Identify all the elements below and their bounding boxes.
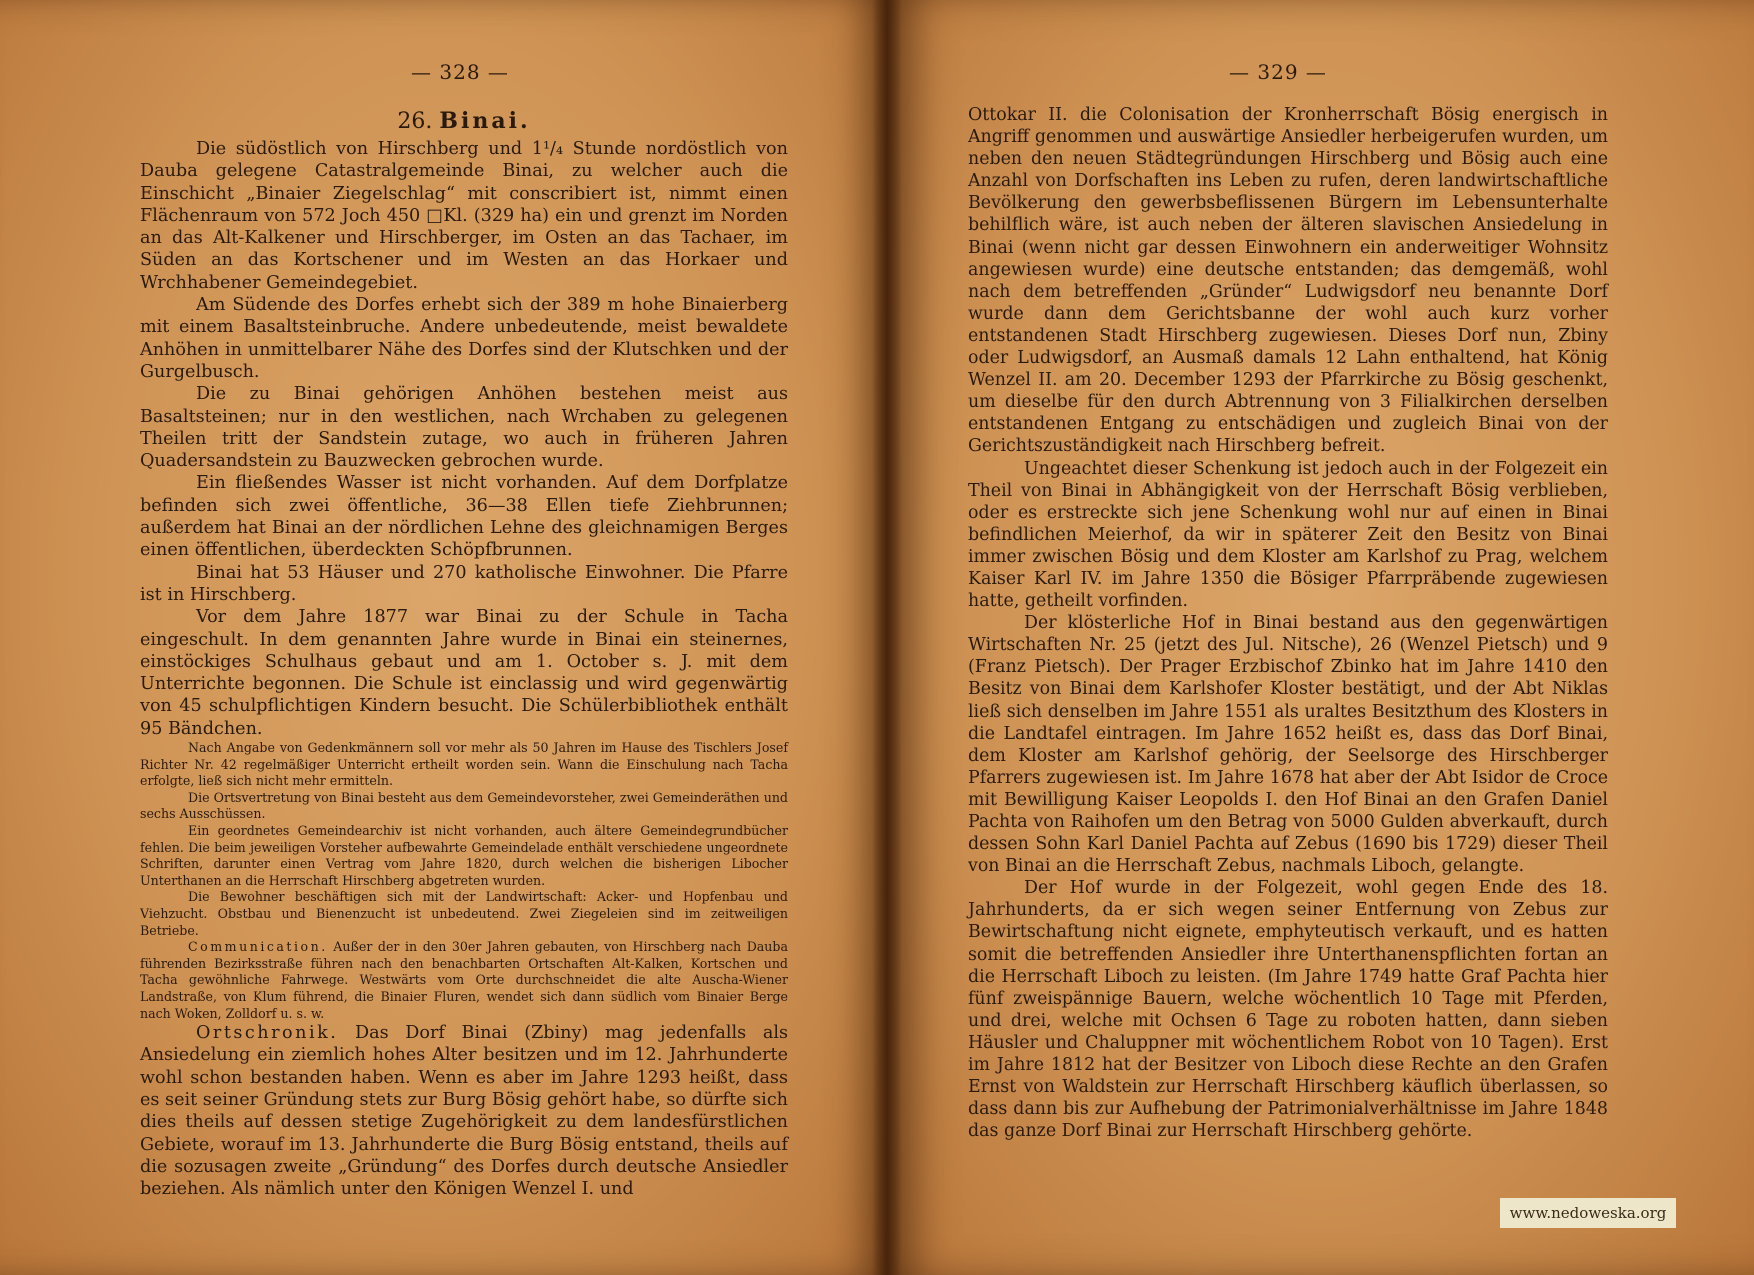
section-title: Binai. bbox=[439, 108, 531, 134]
note-paragraph: Nach Angabe von Gedenkmännern soll vor mehr als 50 Jahren im Hause des Tischlers Josef Richter Nr. 42 regelmäßiger Unterricht ertheilt worden sein. Wann die Einschulung nach Tacha erfolgte, ließ sich nicht mehr ermitteln. bbox=[140, 740, 788, 789]
note-paragraph: Ein geordnetes Gemeindearchiv ist nicht vorhanden, auch ältere Gemeindegrundbücher fehlen. Die beim jeweiligen Vorsteher aufbewahrte Gemeindelade enthält verschiedene ungeordnete Schriften, darunter einen Vertrag vom Jahre 1820, durch welchen die bisherigen Libocher Unterthanen an die Herrschaft Hirschberg abgetreten wurden. bbox=[140, 822, 788, 888]
left-page-text bbox=[140, 108, 788, 1200]
paragraph: Ottokar II. die Colonisation der Kronherrschaft Bösig energisch in Angriff genommen und auswärtige Ansiedler herbeigerufen wurden, um neben den neuen Städtegründungen Hirschberg und Bösig auch eine Anzahl von Dorfschaften ins Leben zu rufen, deren landwirtschaftliche Bevölkerung den gewerbsbeflissenen Bürgern im Lebensunterhalte behilflich wäre, ist auch neben der älteren slavischen Ansiedelung in Binai (wenn nicht gar dessen Einwohnern ein anderweitiger Wohnsitz angewiesen wurde) eine deutsche entstanden; das demgemäß, wohl nach dem betreffenden „Gründer“ Ludwigsdorf neu benannte Dorf wurde dann dem Gerichtsbanne der wohl auch kurz vorher entstandenen Stadt Hirschberg zugewiesen. Dieses Dorf nun, Zbiny oder Ludwigsdorf, an Ausmaß damals 12 Lahn enthaltend, hat König Wenzel II. am 20. December 1293 der Pfarrkirche zu Bösig geschenkt, um dieselbe für den durch Abtrennung von 3 Filialkirchen derselben entstandenen Entgang zu entschädigen und zugleich Binai von der Gerichtszuständigkeit nach Hirschberg befreit. bbox=[968, 105, 1608, 457]
communication-label: Communication. bbox=[188, 939, 328, 955]
paragraph: Ein fließendes Wasser ist nicht vorhanden. Auf dem Dorfplatze befinden sich zwei öffentliche, 36—38 Ellen tiefe Ziehbrunnen; außerdem hat Binai an der nördlichen Lehne des gleichnamigen Berges einen öffentlichen, überdeckten Schöpfbrunnen. bbox=[140, 473, 788, 561]
paragraph: Die zu Binai gehörigen Anhöhen bestehen meist aus Basaltsteinen; nur in den westlichen, nach Wrchaben zu gelegenen Theilen tritt der Sandstein zutage, wo auch in früheren Jahren Quadersandstein zu Bauzwecken gebrochen wurde. bbox=[140, 384, 788, 472]
paragraph: Vor dem Jahre 1877 war Binai zu der Schule in Tacha eingeschult. In dem genannten Jahre wurde in Binai ein steinernes, einstöckiges Schulhaus gebaut und am 1. October s. J. mit dem Unterrichte begonnen. Die Schule ist einclassig und wird gegenwärtig von 45 schulpflichtigen Kindern besucht. Die Schülerbibliothek enthält 95 Bändchen. bbox=[140, 607, 788, 739]
book-spine bbox=[872, 0, 902, 1275]
page-number-left: — 328 — bbox=[411, 60, 509, 84]
section-heading bbox=[140, 108, 788, 134]
paragraph: Am Südende des Dorfes erhebt sich der 389 m hohe Binaierberg mit einem Basaltsteinbruche. Andere unbedeutende, meist bewaldete Anhöhen in unmittelbarer Nähe des Dorfes sind der Klutschken und der Gurgelbusch. bbox=[140, 295, 788, 382]
paragraph: Der klösterliche Hof in Binai bestand aus den gegenwärtigen Wirtschaften Nr. 25 (jetzt des Jul. Nitsche), 26 (Wenzel Pietsch) und 9 (Franz Pietsch). Der Prager Erzbischof Zbinko hat im Jahre 1410 den Besitz von Binai dem Karlshofer Kloster bestätigt, und der Abt Niklas ließ sich denselben im Jahre 1551 als uraltes Besitzthum des Klosters in die Landtafel eintragen. Im Jahre 1652 heißt es, dass das Dorf Binai, dem Kloster am Karlshof gehörig, der Seelsorge des Hirschberger Pfarrers zugewiesen ist. Im Jahre 1678 hat aber der Abt Isidor de Croce mit Bewilligung Kaiser Leopolds I. den Hof Binai an den Grafen Daniel Pachta von Raihofen um den Betrag von 5000 Gulden abverkauft, durch dessen Sohn Karl Daniel Pachta auf Zebus (1690 bis 1729) dieser Theil von Binai an die Herrschaft Zebus, nachmals Liboch, gelangte. bbox=[968, 613, 1608, 877]
note-paragraph: Die Ortsvertretung von Binai besteht aus dem Gemeindevorsteher, zwei Gemeinderäthen und sechs Ausschüssen. bbox=[140, 789, 788, 822]
note-paragraph: Die Bewohner beschäftigen sich mit der Landwirtschaft: Acker- und Hopfenbau und Viehzucht. Obstbau und Bienenzucht ist unbedeutend. Zwei Ziegeleien sind im zeitweiligen Betriebe. bbox=[140, 889, 788, 938]
paragraph: Binai hat 53 Häuser und 270 katholische Einwohner. Die Pfarre ist in Hirschberg. bbox=[140, 562, 788, 605]
note-paragraph bbox=[140, 939, 788, 1022]
paragraph: Ungeachtet dieser Schenkung ist jedoch auch in der Folgezeit ein Theil von Binai in Abhängigkeit von der Herrschaft Bösig verblieben, oder es erstreckte sich jene Schenkung wohl nur auf einen in Binai befindlichen Meierhof, da wir in späterer Zeit den Besitz von Binai immer zwischen Bösig und dem Kloster am Karlshof zu Prag, welchem Kaiser Karl IV. im Jahre 1350 die Bösiger Pfarrpräbende zugewiesen hatte, getheilt vorfinden. bbox=[968, 458, 1608, 612]
paragraph bbox=[140, 1022, 788, 1200]
right-page bbox=[888, 0, 1754, 1275]
ortschronik-text: Das Dorf Binai (Zbiny) mag jedenfalls als Ansiedelung ein ziemlich hohes Alter besitzen und im 12. Jahrhunderte wohl schon bestanden haben. Wenn es aber im Jahre 1293 heißt, dass es seit seiner Gründung stets zur Burg Bösig gehört habe, so dürfte sich dies theils auf dessen stetige Zugehörigkeit zu dem landesfürstlichen Gebiete, worauf im 13. Jahrhunderte die Burg Bösig entstand, theils auf die sozusagen zweite „Gründung“ des Dorfes durch deutsche Ansiedler beziehen. Als nämlich unter den Königen Wenzel I. und bbox=[140, 1023, 788, 1200]
section-number: 26. bbox=[397, 109, 433, 134]
watermark[interactable]: www.nedoweska.org bbox=[1500, 1198, 1676, 1228]
right-page-text bbox=[968, 104, 1608, 1142]
page-number-right: — 329 — bbox=[1229, 60, 1327, 84]
ortschronik-label: Ortschronik. bbox=[196, 1023, 339, 1044]
communication-text: Außer der in den 30er Jahren gebauten, von Hirschberg nach Dauba führenden Bezirksstraße führen nach den benachbarten Ortschaften Alt-Kalken, Kortschen und Tacha gewöhnliche Fahrwege. Westwärts vom Orte durchschneidet die alte Auscha-Wiener Landstraße, von Klum führend, die Binaier Fluren, wendet sich dann südlich vom Binaier Berge nach Woken, Zolldorf u. s. w. bbox=[140, 939, 788, 1021]
paragraph: Der Hof wurde in der Folgezeit, wohl gegen Ende des 18. Jahrhunderts, da er sich wegen seiner Entfernung von Zebus zur Bewirtschaftung nicht eignete, emphyteutisch verkauft, und es hatten somit die betreffenden Ansiedler ihre Unterthanenspflichten fortan an die Herrschaft Liboch zu leisten. (Im Jahre 1749 hatte Graf Pachta hier fünf zweispännige Bauern, welche wöchentlich 10 Tage mit Pferden, und drei, welche mit Ochsen 6 Tage zu roboten hatten, dann sieben Häusler und Chaluppner mit wöchentlichem Robot von 10 Tagen). Erst im Jahre 1812 hat der Besitzer von Liboch diese Rechte an den Grafen Ernst von Waldstein zur Herrschaft Hirschberg käuflich überlassen, so dass dann bis zur Aufhebung der Patrimonialverhältnisse im Jahre 1848 das ganze Dorf Binai zur Herrschaft Hirschberg gehörte. bbox=[968, 878, 1608, 1142]
paragraph: Die südöstlich von Hirschberg und 1¹/₄ Stunde nordöstlich von Dauba gelegene Catastralgemeinde Binai, zu welcher auch die Einschicht „Binaier Ziegelschlag“ mit conscribiert ist, nimmt einen Flächenraum von 572 Joch 450 □Kl. (329 ha) ein und grenzt im Norden an das Alt-Kalkener und Hirschberger, im Osten an das Tachaer, im Süden an das Kortschener und im Westen an das Horkaer und Wrchhabener Gemeindegebiet. bbox=[140, 139, 788, 293]
